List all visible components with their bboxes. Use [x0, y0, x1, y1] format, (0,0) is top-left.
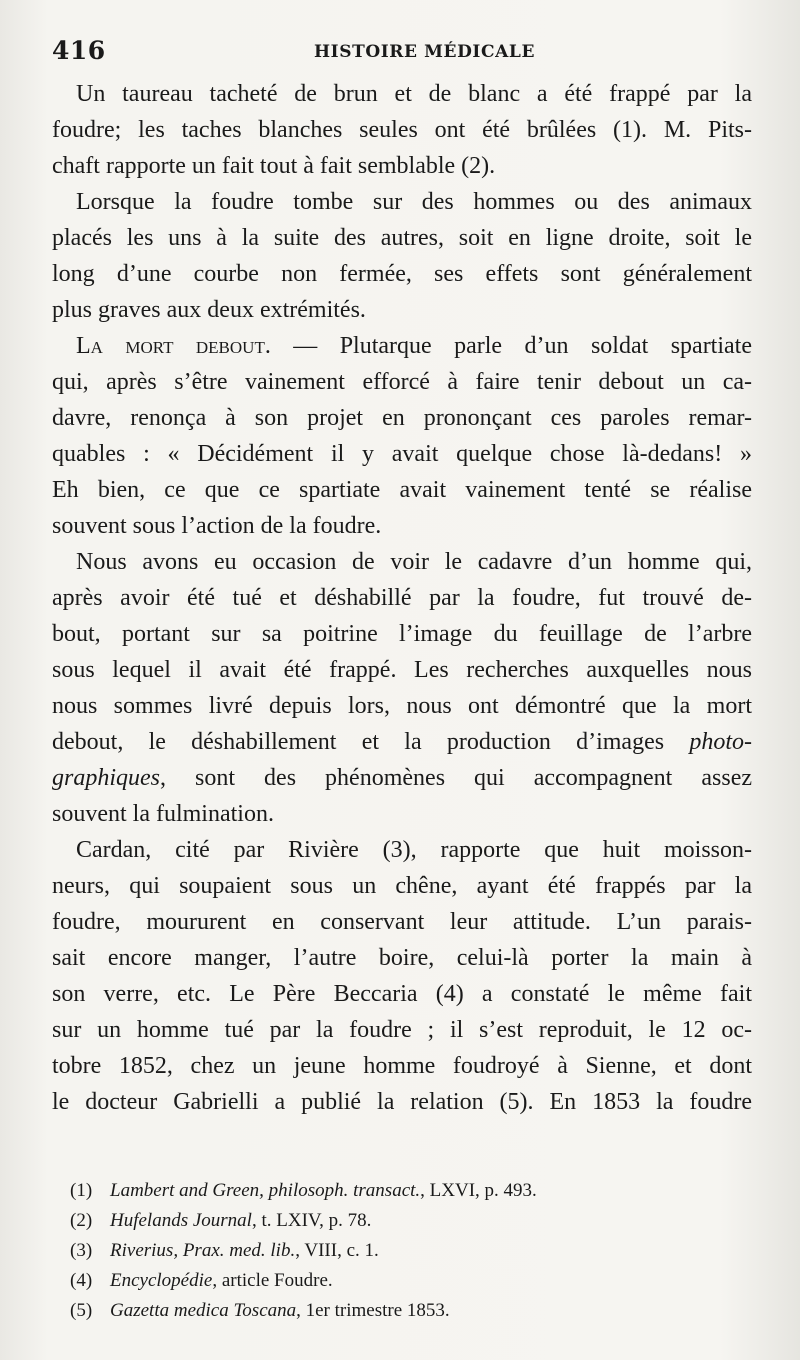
text-line: Un taureau tacheté de brun et de blanc a été frappé par la: [76, 81, 752, 107]
text-line: debout, le déshabillement et la production d’images photo-: [52, 729, 752, 755]
body-text: [52, 76, 752, 1120]
text-line: Cardan, cité par Rivière (3), rapporte que huit moisson-: [76, 837, 752, 863]
footnote-detail: , article Foudre.: [212, 1270, 333, 1291]
paragraph: [52, 184, 752, 328]
footnotes: [70, 1176, 730, 1326]
footnote-mark: (2): [70, 1210, 93, 1231]
text-line: neurs, qui soupaient sous un chêne, ayant été frappés par la: [52, 873, 752, 899]
text-line: Eh bien, ce que ce spartiate avait vainement tenté se réalise: [52, 477, 752, 503]
footnote-detail: , t. LXIV, p. 78.: [251, 1210, 372, 1231]
text-line: qui, après s’être vainement efforcé à faire tenir debout un ca-: [52, 369, 752, 395]
page-number: 416: [52, 36, 106, 65]
text-line: Nous avons eu occasion de voir le cadavre d’un homme qui,: [76, 549, 752, 575]
text-line: tobre 1852, chez un jeune homme foudroyé à Sienne, et dont: [52, 1053, 752, 1079]
text-line: foudre, moururent en conservant leur attitude. L’un parais-: [52, 909, 752, 935]
footnote: [70, 1176, 730, 1206]
paragraph: [52, 76, 752, 184]
footnote-source: Riverius, Prax. med. lib.: [110, 1240, 296, 1261]
text-line: souvent sous l’action de la foudre.: [52, 513, 382, 539]
text-line: après avoir été tué et déshabillé par la foudre, fut trouvé de-: [52, 585, 752, 611]
text-line: plus graves aux deux extrémités.: [52, 297, 366, 323]
text-line: souvent la fulmination.: [52, 801, 274, 827]
text-line: quables : « Décidément il y avait quelque chose là-dedans! »: [52, 441, 752, 467]
text-fragment: — Plutarque parle d’un soldat spartiate: [270, 333, 752, 359]
text-line: graphiques, sont des phénomènes qui accompagnent assez: [52, 765, 752, 791]
footnote-detail: , VIII, c. 1.: [295, 1240, 379, 1261]
paragraph: [52, 832, 752, 1120]
italic-term: graphiques: [52, 765, 160, 791]
text-line: [52, 328, 752, 364]
footnote-mark: (5): [70, 1300, 93, 1321]
footnote: [70, 1266, 730, 1296]
text-line: sur un homme tué par la foudre ; il s’est reproduit, le 12 oc-: [52, 1017, 752, 1043]
footnote-detail: , LXVI, p. 493.: [420, 1180, 537, 1201]
text-line: son verre, etc. Le Père Beccaria (4) a constaté le même fait: [52, 981, 752, 1007]
footnote: [70, 1236, 730, 1266]
footnote-source: Encyclopédie: [110, 1270, 213, 1291]
text-line: sait encore manger, l’autre boire, celui-là porter la main à: [52, 945, 752, 971]
italic-term: photo-: [689, 729, 752, 755]
text-line: Lorsque la foudre tombe sur des hommes ou des animaux: [76, 189, 752, 215]
text-line: le docteur Gabrielli a publié la relation (5). En 1853 la foudre: [52, 1089, 752, 1115]
running-head: HISTOIRE MÉDICALE: [314, 42, 536, 62]
footnote-detail: , 1er trimestre 1853.: [296, 1300, 450, 1321]
footnote-mark: (4): [70, 1270, 93, 1291]
footnote-source: Lambert and Green, philosoph. transact.: [110, 1180, 421, 1201]
footnote-source: Gazetta medica Toscana: [110, 1300, 297, 1321]
footnote: [70, 1206, 730, 1236]
page-header: [52, 36, 752, 70]
paragraph: [52, 544, 752, 832]
paragraph: [52, 328, 752, 544]
footnote: [70, 1296, 730, 1326]
text-line: chaft rapporte un fait tout à fait semblable (2).: [52, 153, 496, 179]
footnote-mark: (1): [70, 1180, 93, 1201]
text-line: nous sommes livré depuis lors, nous ont démontré que la mort: [52, 693, 752, 719]
text-line: sous lequel il avait été frappé. Les recherches auxquelles nous: [52, 657, 752, 683]
text-line: foudre; les taches blanches seules ont été brûlées (1). M. Pits-: [52, 117, 752, 143]
text-line: long d’une courbe non fermée, ses effets sont généralement: [52, 261, 752, 287]
text-line: davre, renonça à son projet en prononçant ces paroles remar-: [52, 405, 752, 431]
footnote-mark: (3): [70, 1240, 93, 1261]
text-line: placés les uns à la suite des autres, soit en ligne droite, soit le: [52, 225, 752, 251]
text-line: bout, portant sur sa poitrine l’image du feuillage de l’arbre: [52, 621, 752, 647]
footnote-source: Hufelands Journal: [110, 1210, 252, 1231]
section-title: La mort debout.: [76, 333, 271, 359]
